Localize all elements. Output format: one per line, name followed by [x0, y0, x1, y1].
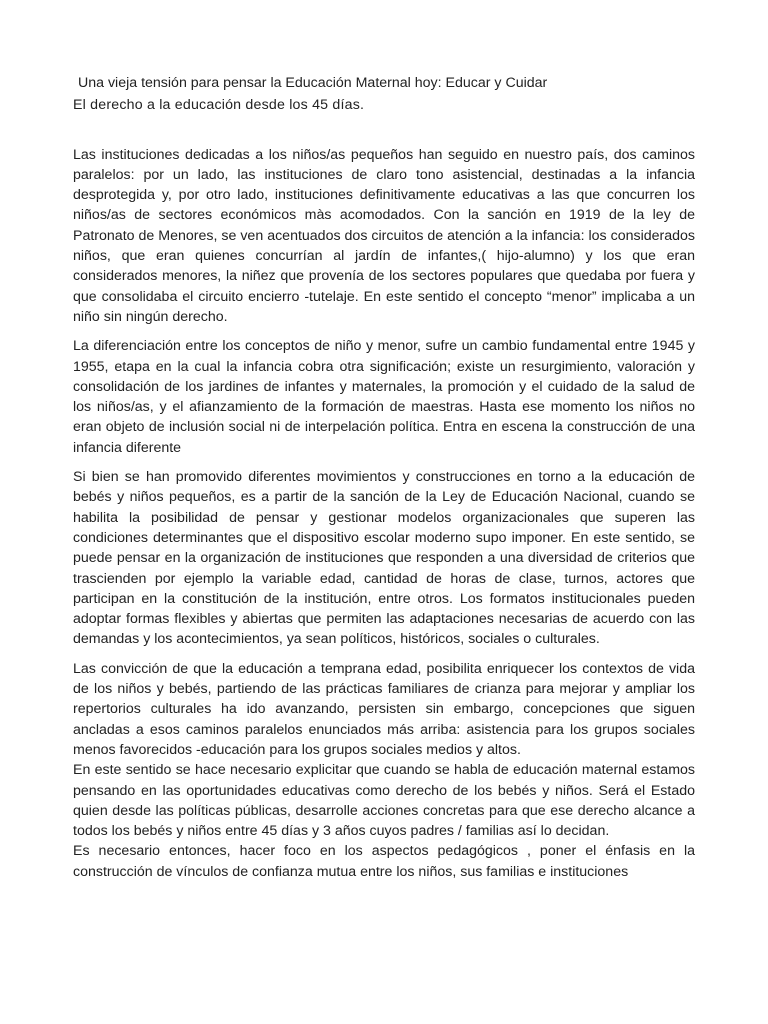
- document-title: Una vieja tensión para pensar la Educación Maternal hoy: Educar y Cuidar: [78, 75, 548, 91]
- paragraph-2: La diferenciación entre los conceptos de niño y menor, sufre un cambio fundamental entre 1945 y 1955, etapa en la cual la infancia cobra otra significación; existe un resurgimiento, valoración y consolidación de los jardines de infantes y maternales, la promoción y el cuidado de la salud de los niños/as, y el afianzamiento de la formación de maestras. Hasta ese momento los niños no eran objeto de inclusión social ni de interpelación política. Entra en escena la construcción de una infancia diferente: [73, 338, 695, 456]
- paragraph-1: Las instituciones dedicadas a los niños/as pequeños han seguido en nuestro país, dos caminos paralelos: por un lado, las instituciones de claro tono asistencial, destinadas a la infancia desprotegida y, por otro lado, instituciones definitivamente educativas a las que concurren los niños/as de sectores económicos màs acomodados. Con la sanción en 1919 de la ley de Patronato de Menores, se ven acentuados dos circuitos de atención a la infancia: los considerados niños, que eran quienes concurrían al jardín de infantes,( hijo-alumno) y los que eran considerados menores, la niñez que provenía de los sectores populares que quedaba por fuera y que consolidaba el circuito encierro -tutelaje. En este sentido el concepto “menor” implicaba a un niño sin ningún derecho.: [73, 146, 695, 325]
- paragraph-3: Si bien se han promovido diferentes movimientos y construcciones en torno a la educación de bebés y niños pequeños, es a partir de la sanción de la Ley de Educación Nacional, cuando se habilita la posibilidad de pensar y gestionar modelos organizacionales que superen las condiciones determinantes que el dispositivo escolar moderno supo imponer. En este sentido, se puede pensar en la organización de instituciones que responden a una diversidad de criterios que trascienden por ejemplo la variable edad, cantidad de horas de clase, turnos, actores que participan en la constitución de la institución, entre otros. Los formatos institucionales pueden adoptar formas flexibles y abiertas que permiten las adaptaciones necesarias de acuerdo con las demandas y los acontecimientos, ya sean políticos, históricos, sociales o culturales.: [73, 469, 695, 648]
- paragraph-4: Las convicción de que la educación a temprana edad, posibilita enriquecer los contextos de vida de los niños y bebés, partiendo de las prácticas familiares de crianza para mejorar y ampliar los repertorios culturales ha ido avanzando, persisten sin embargo, concepciones que siguen ancladas a esos caminos paralelos enunciados más arriba: asistencia para los grupos sociales menos favorecidos -educación para los grupos sociales medios y altos.: [73, 660, 695, 758]
- paragraph-5: En este sentido se hace necesario explicitar que cuando se habla de educación maternal estamos pensando en las oportunidades educativas como derecho de los bebés y niños. Será el Estado quien desde las políticas públicas, desarrolle acciones concretas para que ese derecho alcance a todos los bebés y niños entre 45 días y 3 años cuyos padres / familias así lo decidan.: [73, 762, 695, 840]
- document-subtitle: El derecho a la educación desde los 45 días.: [73, 97, 365, 114]
- document-body: [73, 73, 695, 882]
- paragraph-6: Es necesario entonces, hacer foco en los aspectos pedagógicos , poner el énfasis en la construcción de vínculos de confianza mutua entre los niños, sus familias e instituciones: [73, 843, 695, 880]
